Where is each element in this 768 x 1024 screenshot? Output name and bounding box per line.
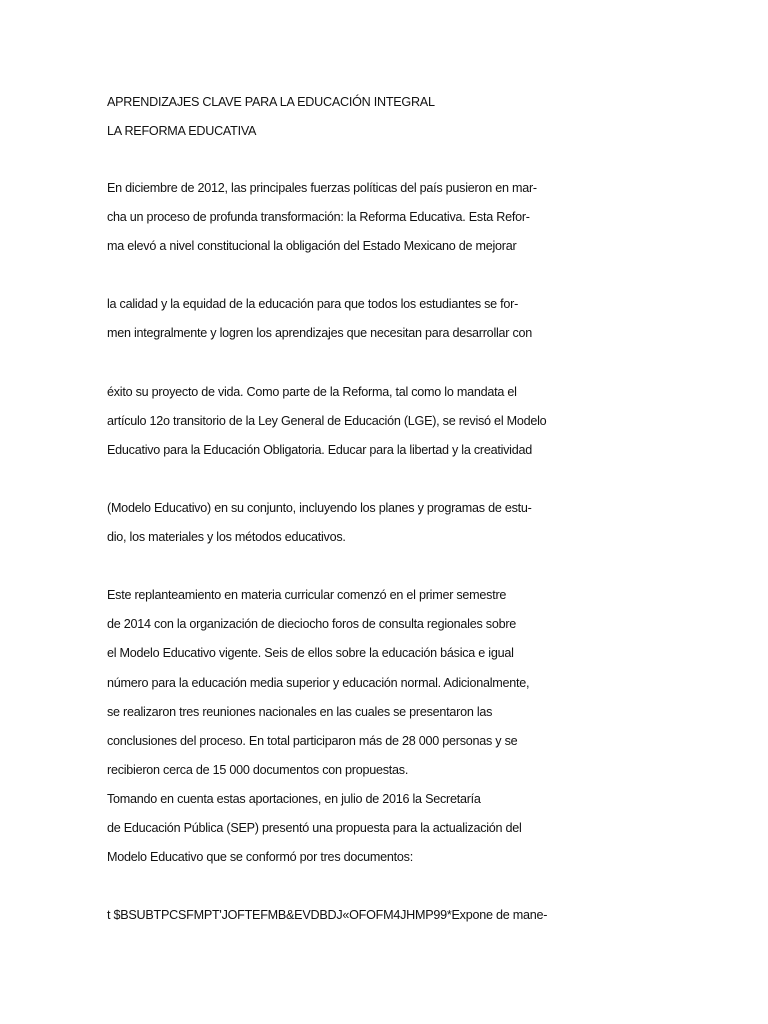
text-line: (Modelo Educativo) en su conjunto, incluyendo los planes y programas de estu-: [107, 501, 532, 515]
document-subtitle: LA REFORMA EDUCATIVA: [107, 124, 257, 138]
text-line: Tomando en cuenta estas aportaciones, en julio de 2016 la Secretaría: [107, 792, 481, 806]
text-line: se realizaron tres reuniones nacionales en las cuales se presentaron las: [107, 705, 493, 719]
text-line: Educativo para la Educación Obligatoria. Educar para la libertad y la creatividad: [107, 443, 532, 457]
text-line: artículo 12o transitorio de la Ley General de Educación (LGE), se revisó el Modelo: [107, 414, 547, 428]
text-line: ma elevó a nivel constitucional la obligación del Estado Mexicano de mejorar: [107, 239, 517, 253]
text-line: la calidad y la equidad de la educación para que todos los estudiantes se for-: [107, 297, 519, 311]
text-line: de 2014 con la organización de dieciocho foros de consulta regionales sobre: [107, 617, 517, 631]
text-line: número para la educación media superior y educación normal. Adicionalmente,: [107, 676, 530, 690]
text-line: men integralmente y logren los aprendizajes que necesitan para desarrollar con: [107, 326, 533, 340]
text-line: Modelo Educativo que se conformó por tres documentos:: [107, 850, 413, 864]
document-title: APRENDIZAJES CLAVE PARA LA EDUCACIÓN INTEGRAL: [107, 95, 435, 109]
text-line: cha un proceso de profunda transformación: la Reforma Educativa. Esta Refor-: [107, 210, 530, 224]
text-line: conclusiones del proceso. En total participaron más de 28 000 personas y se: [107, 734, 518, 748]
text-line: t $BSUBTPCSFMPT'JOFTEFMB&EVDBDJ«OFOFM4JHMP99*Expone de mane-: [107, 908, 548, 922]
text-line: En diciembre de 2012, las principales fuerzas políticas del país pusieron en mar-: [107, 181, 537, 195]
text-line: dio, los materiales y los métodos educativos.: [107, 530, 346, 544]
text-line: Este replanteamiento en materia curricular comenzó en el primer semestre: [107, 588, 507, 602]
text-line: el Modelo Educativo vigente. Seis de ellos sobre la educación básica e igual: [107, 646, 514, 660]
text-line: éxito su proyecto de vida. Como parte de la Reforma, tal como lo mandata el: [107, 385, 517, 399]
text-line: recibieron cerca de 15 000 documentos con propuestas.: [107, 763, 409, 777]
text-line: de Educación Pública (SEP) presentó una propuesta para la actualización del: [107, 821, 522, 835]
